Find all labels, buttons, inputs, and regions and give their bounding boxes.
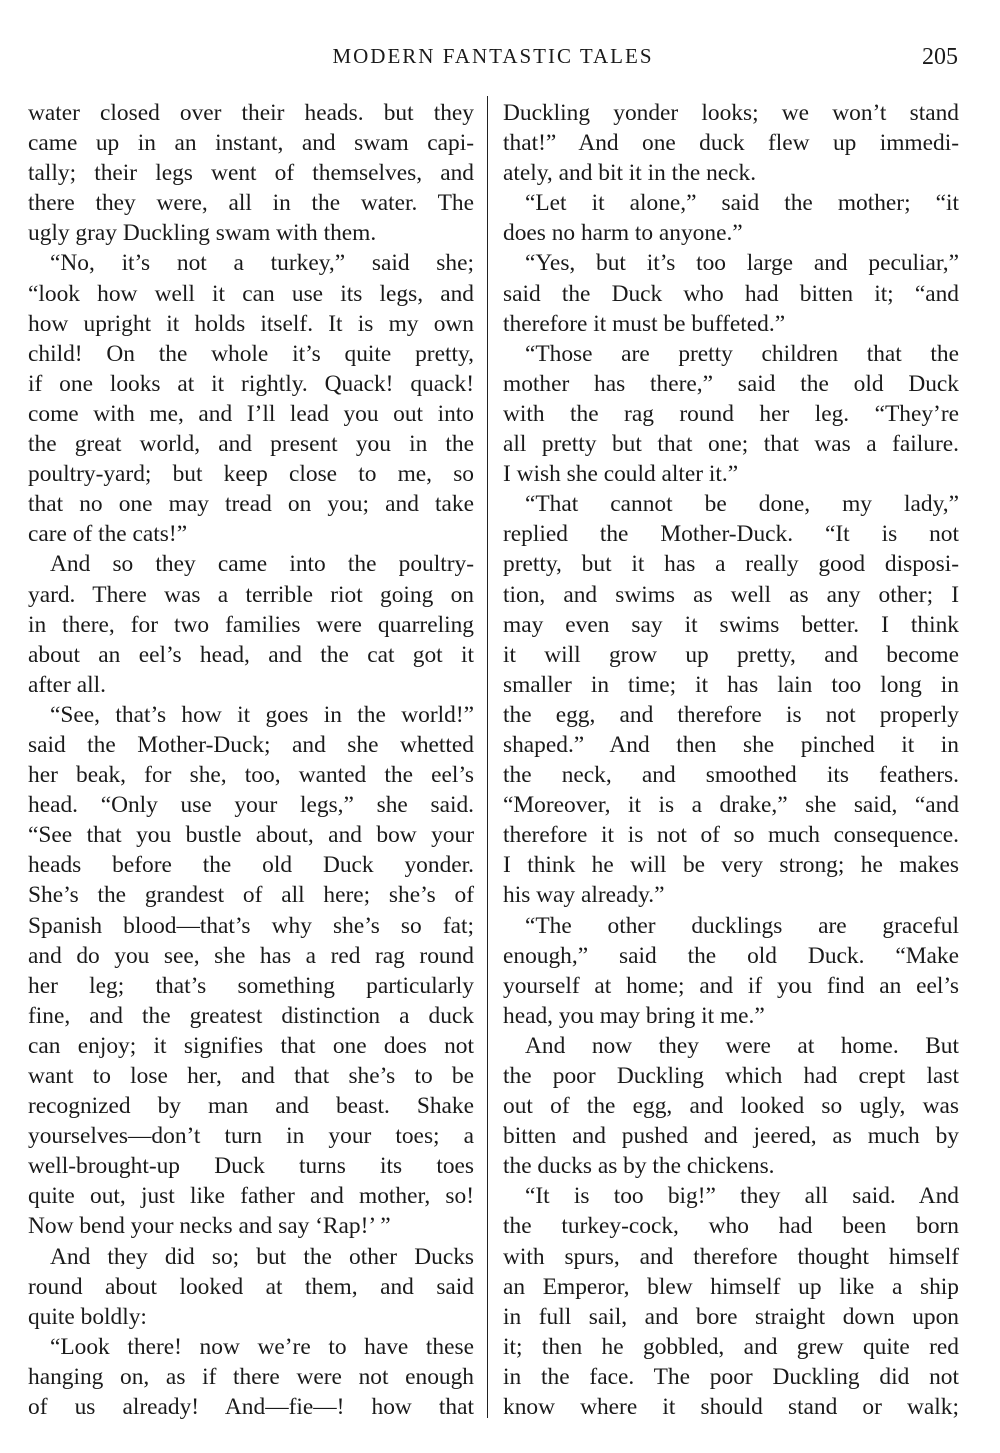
text-line: after all. [28, 671, 106, 698]
text-line: and do you see, she has a red rag round [28, 942, 474, 969]
text-line: in full sail, and bore straight down upon [503, 1303, 959, 1330]
text-line: Spanish blood—that’s why she’s so fat; [28, 912, 474, 939]
text-line: with spurs, and therefore thought himself [503, 1243, 959, 1270]
text-line: about an eel’s head, and the cat got it [28, 641, 474, 668]
text-line: yard. There was a terrible riot going on [28, 581, 474, 608]
text-line: head, you may bring it me.” [503, 1002, 765, 1029]
text-line: an Emperor, blew himself up like a ship [503, 1273, 959, 1300]
text-line: quite boldly: [28, 1303, 147, 1330]
text-line: there they were, all in the water. The [28, 190, 474, 217]
text-line: ately, and bit it in the neck. [503, 160, 757, 187]
text-line: said the Duck who had bitten it; “and [503, 280, 959, 307]
text-line: child! On the whole it’s quite pretty, [28, 340, 474, 367]
text-line: the great world, and present you in the [28, 431, 474, 458]
text-line: in there, for two families were quarreling [28, 611, 474, 638]
text-line: “Those are pretty children that the [525, 340, 959, 367]
text-line: water closed over their heads. but they [28, 100, 474, 126]
text-line: “look how well it can use its legs, and [28, 280, 474, 307]
text-line: head. “Only use your legs,” she said. [28, 792, 474, 819]
text-line: yourself at home; and if you find an eel’s [503, 972, 959, 999]
text-line: of us already! And—fie—! how that [28, 1394, 474, 1421]
text-line: it will grow up pretty, and become [503, 641, 959, 668]
text-line: “See, that’s how it goes in the world!” [50, 701, 474, 728]
text-line: the neck, and smoothed its feathers. [503, 762, 959, 789]
text-line: know where it should stand or walk; [503, 1394, 959, 1421]
text-line: with the rag round her leg. “They’re [503, 400, 959, 427]
text-line: hanging on, as if there were not enough [28, 1363, 474, 1390]
text-line: it; then he gobbled, and grew quite red [503, 1333, 959, 1360]
text-line: mother has there,” said the old Duck [503, 370, 959, 397]
text-line: yourselves—don’t turn in your toes; a [28, 1123, 474, 1150]
text-line: “It is too big!” they all said. And [525, 1183, 959, 1210]
text-line: shaped.” And then she pinched it in [503, 731, 959, 758]
running-title: MODERN FANTASTIC TALES [332, 44, 654, 68]
text-line: that no one may tread on you; and take [28, 491, 474, 518]
text-line: poultry-yard; but keep close to me, so [28, 461, 474, 488]
text-line: “See that you bustle about, and bow your [28, 822, 474, 849]
text-line: does no harm to anyone.” [503, 220, 743, 247]
text-line: tion, and swims as well as any other; I [503, 581, 959, 608]
text-line: “Moreover, it is a drake,” she said, “and [503, 792, 959, 819]
text-line: therefore it must be buffeted.” [503, 310, 786, 337]
text-line: heads before the old Duck yonder. [28, 852, 474, 879]
text-line: her beak, for she, too, wanted the eel’s [28, 762, 474, 789]
text-line: I think he will be very strong; he makes [503, 852, 959, 879]
text-line: his way already.” [503, 882, 665, 909]
text-line: fine, and the greatest distinction a duck [28, 1002, 474, 1029]
text-line: care of the cats!” [28, 521, 188, 548]
text-line: replied the Mother-Duck. “It is not [503, 521, 959, 548]
page-header [28, 40, 958, 80]
text-line: in the face. The poor Duckling did not [503, 1363, 959, 1390]
text-line: “Look there! now we’re to have these [50, 1333, 474, 1360]
text-line: And now they were at home. But [525, 1032, 959, 1059]
text-line: And so they came into the poultry- [50, 551, 474, 578]
text-line: if one looks at it rightly. Quack! quack! [28, 370, 474, 397]
text-line: well-brought-up Duck turns its toes [28, 1153, 474, 1180]
text-line: tally; their legs went of themselves, and [28, 160, 474, 187]
text-line: bitten and pushed and jeered, as much by [503, 1123, 959, 1150]
text-line: pretty, but it has a really good disposi- [503, 551, 959, 578]
text-line: “No, it’s not a turkey,” said she; [50, 250, 474, 277]
text-line: how upright it holds itself. It is my own [28, 310, 474, 337]
text-line: Now bend your necks and say ‘Rap!’ ” [28, 1213, 391, 1240]
text-line: all pretty but that one; that was a failure. [503, 431, 959, 458]
text-line: her leg; that’s something particularly [28, 972, 474, 999]
text-line: “Let it alone,” said the mother; “it [525, 190, 959, 217]
text-line: smaller in time; it has lain too long in [503, 671, 959, 698]
text-line: come with me, and I’ll lead you out into [28, 400, 474, 427]
text-line: said the Mother-Duck; and she whetted [28, 731, 474, 758]
page-number: 205 [922, 44, 958, 70]
text-line: Duckling yonder looks; we won’t stand [503, 100, 959, 126]
text-line: “The other ducklings are graceful [525, 912, 959, 939]
text-line: the ducks as by the chickens. [503, 1153, 775, 1180]
text-line: And they did so; but the other Ducks [50, 1243, 474, 1270]
text-line: I wish she could alter it.” [503, 461, 739, 488]
text-line: may even say it swims better. I think [503, 611, 959, 638]
text-line: enough,” said the old Duck. “Make [503, 942, 959, 969]
text-line: want to lose her, and that she’s to be [28, 1063, 474, 1089]
text-line: recognized by man and beast. Shake [28, 1093, 474, 1120]
text-line: therefore it is not of so much consequence. [503, 822, 959, 849]
text-line: round about looked at them, and said [28, 1273, 474, 1300]
text-line: the egg, and therefore is not properly [503, 701, 959, 728]
text-line: “Yes, but it’s too large and peculiar,” [525, 250, 959, 277]
text-line: quite out, just like father and mother, so! [28, 1183, 474, 1210]
text-line: ugly gray Duckling swam with them. [28, 220, 377, 247]
column-divider [487, 96, 488, 1418]
right-column [503, 98, 959, 1422]
text-line: “That cannot be done, my lady,” [525, 491, 959, 518]
text-line: out of the egg, and looked so ugly, was [503, 1093, 959, 1120]
left-column [28, 98, 474, 1422]
text-line: the turkey-cock, who had been born [503, 1213, 959, 1240]
text-line: can enjoy; it signifies that one does not [28, 1032, 474, 1059]
text-line: She’s the grandest of all here; she’s of [28, 882, 474, 909]
text-line: the poor Duckling which had crept last [503, 1063, 959, 1089]
text-line: came up in an instant, and swam capi- [28, 130, 474, 157]
text-line: that!” And one duck flew up immedi- [503, 130, 959, 157]
